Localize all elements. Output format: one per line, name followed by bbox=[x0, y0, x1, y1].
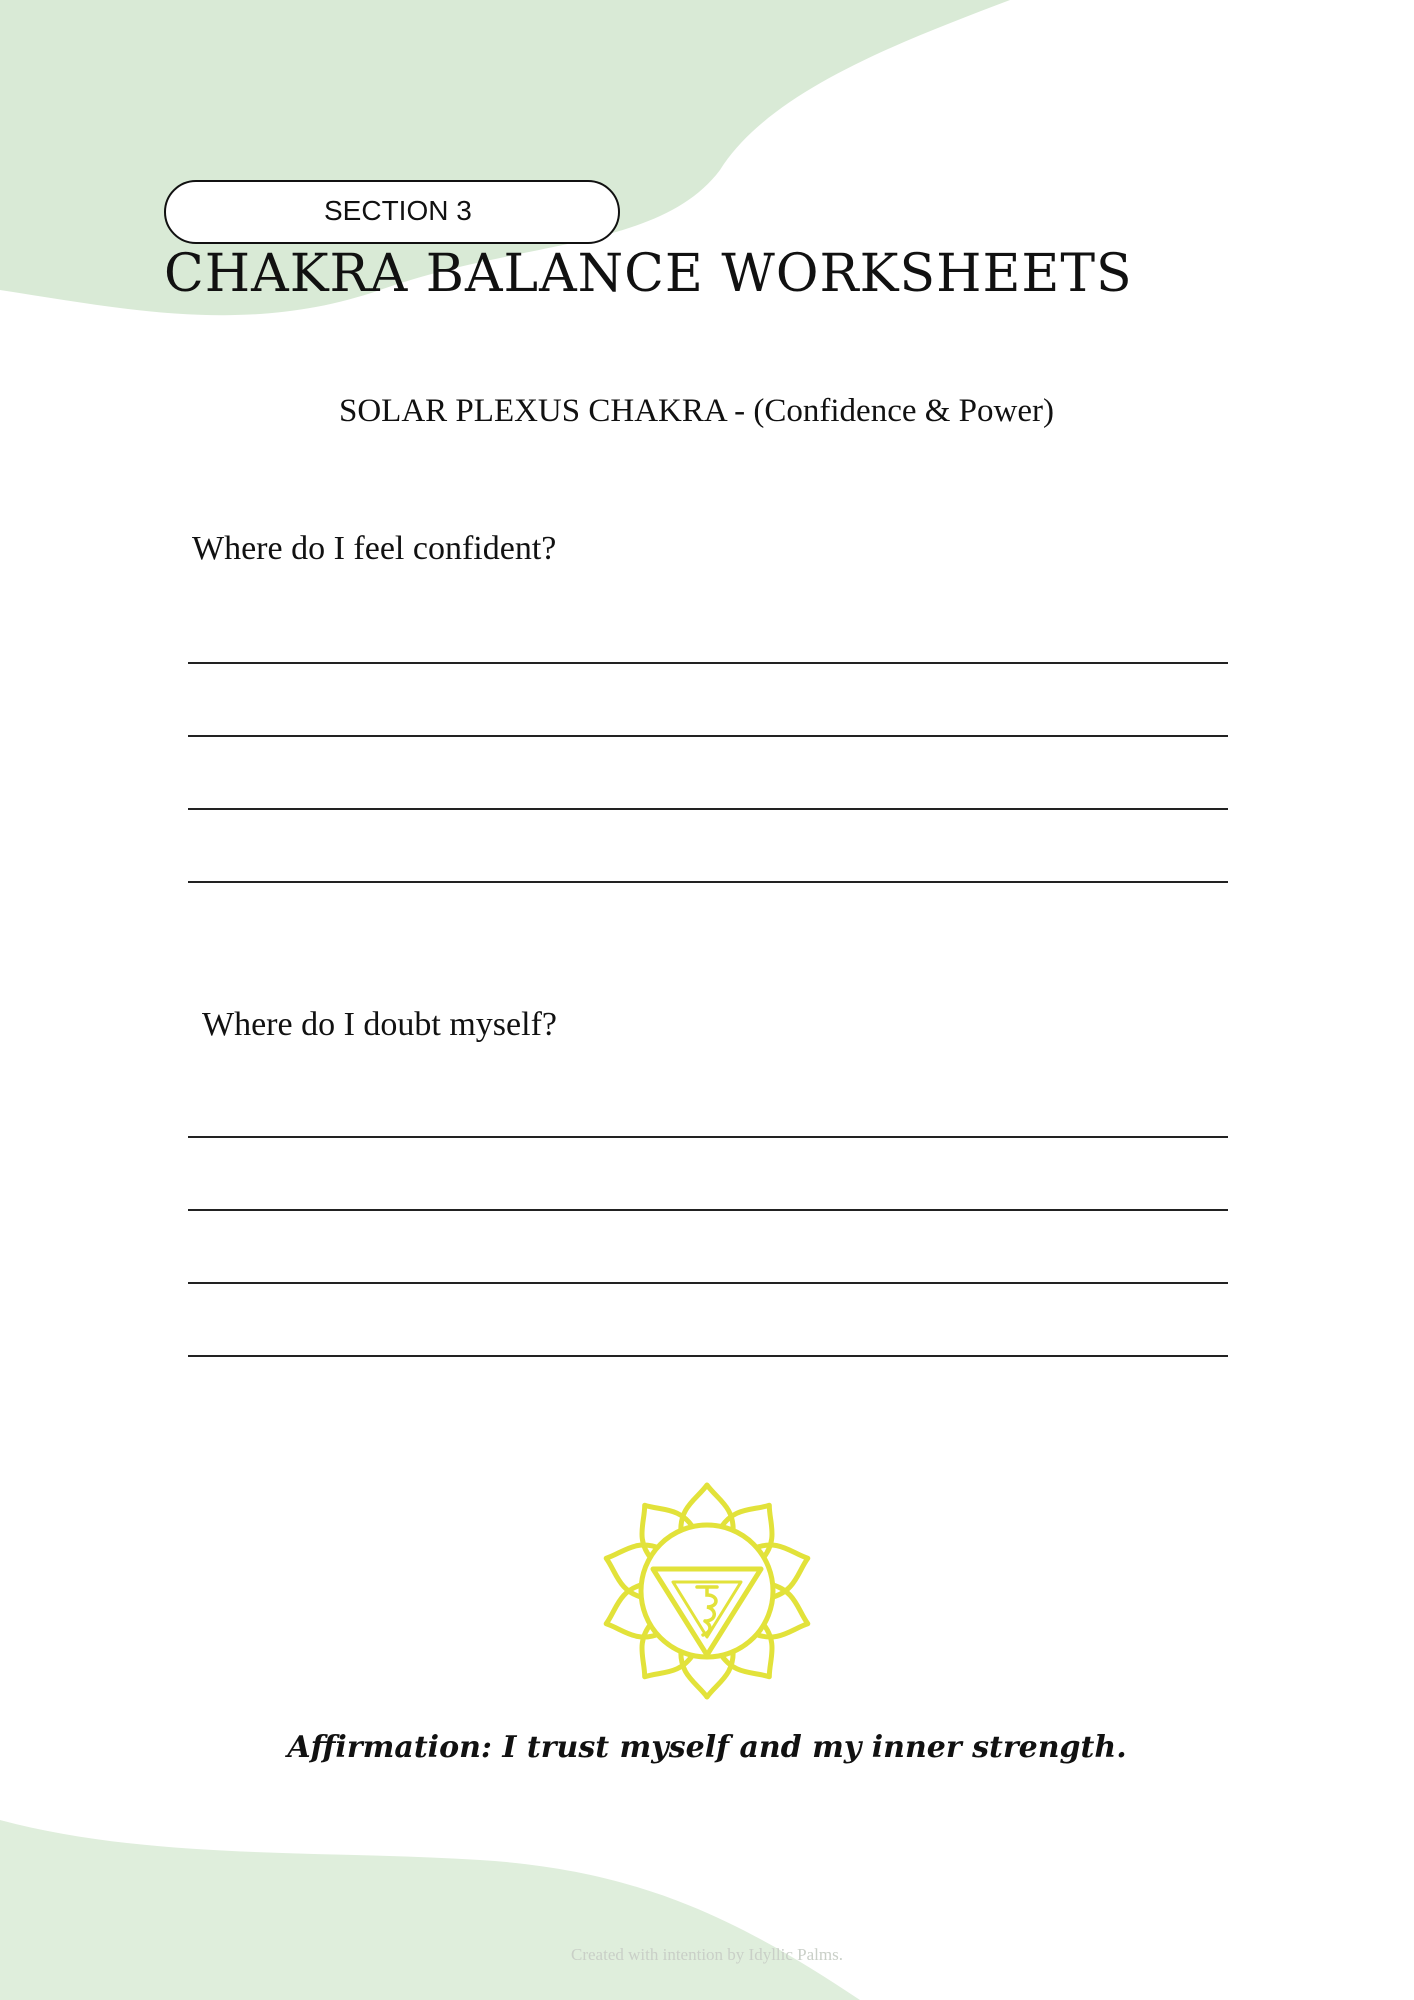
chakra-subtitle: SOLAR PLEXUS CHAKRA - (Confidence & Power) bbox=[339, 393, 1054, 429]
page-title: CHAKRA BALANCE WORKSHEETS bbox=[164, 244, 1133, 304]
question-2-label: Where do I doubt myself? bbox=[202, 1006, 557, 1043]
section-badge bbox=[164, 180, 620, 244]
answer-line[interactable] bbox=[188, 1209, 1228, 1211]
question-1-label: Where do I feel confident? bbox=[192, 530, 557, 567]
answer-line[interactable] bbox=[188, 1282, 1228, 1284]
footer-credit: Created with intention by Idyllic Palms. bbox=[571, 1945, 843, 1964]
answer-line[interactable] bbox=[188, 1136, 1228, 1138]
affirmation-text: Affirmation: I trust myself and my inner strength. bbox=[287, 1730, 1127, 1765]
answer-line[interactable] bbox=[188, 662, 1228, 664]
section-label: SECTION 3 bbox=[324, 195, 472, 226]
answer-line[interactable] bbox=[188, 881, 1228, 883]
solar-plexus-chakra-icon bbox=[596, 1480, 818, 1702]
bottom-left-wave bbox=[0, 1820, 860, 2000]
answer-line[interactable] bbox=[188, 808, 1228, 810]
answer-line[interactable] bbox=[188, 735, 1228, 737]
answer-line[interactable] bbox=[188, 1355, 1228, 1357]
